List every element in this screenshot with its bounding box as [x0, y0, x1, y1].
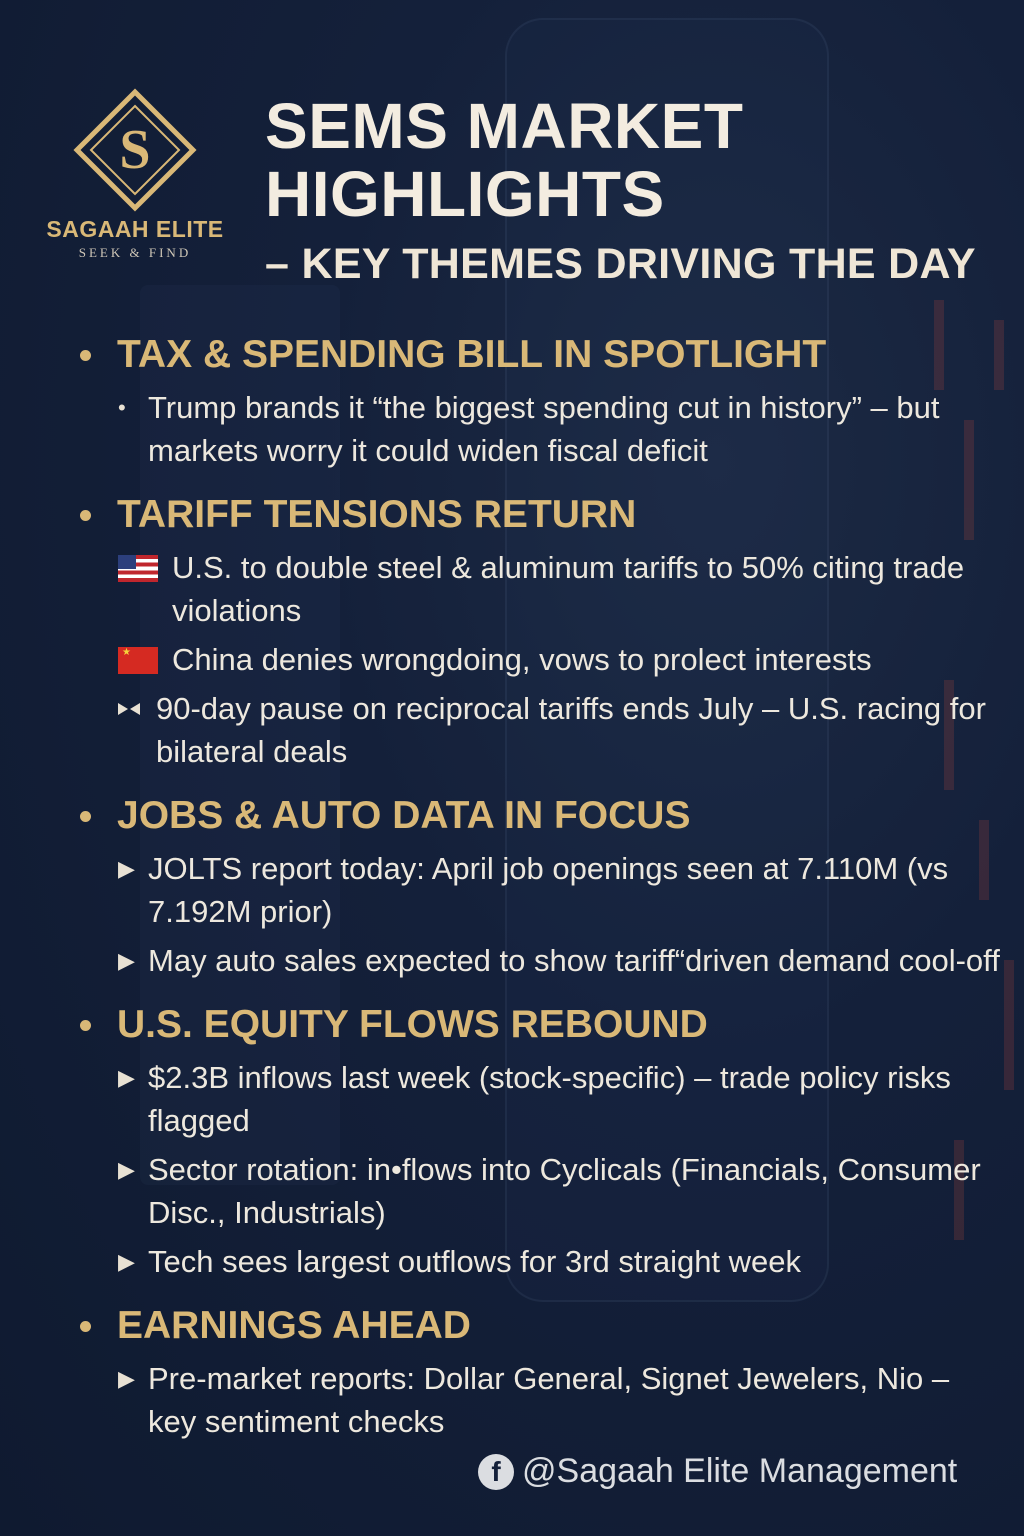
- section-heading-text: JOBS & AUTO DATA IN FOCUS: [117, 794, 691, 837]
- triangle-bullet-icon: ▶: [118, 1366, 135, 1391]
- bullet-dot-icon: [80, 350, 91, 361]
- section-tax-spending: [80, 330, 1000, 472]
- list-item: [118, 847, 1000, 933]
- bullet-dot-icon: [80, 811, 91, 822]
- list-item-text: 90-day pause on reciprocal tariffs ends July – U.S. racing for bilateral deals: [156, 691, 986, 769]
- watermark: [478, 1452, 957, 1491]
- facebook-icon: f: [478, 1454, 514, 1490]
- section-heading: [80, 490, 1000, 540]
- list-item: [118, 386, 1000, 472]
- bullet-dot-icon: [80, 1321, 91, 1332]
- section-heading: [80, 1301, 1000, 1351]
- section-jobs-auto: [80, 791, 1000, 982]
- bowtie-icon: [118, 703, 140, 715]
- triangle-bullet-icon: ▶: [118, 856, 135, 881]
- section-tariff-tensions: [80, 490, 1000, 773]
- title-line-2: HIGHLIGHTS: [265, 158, 665, 230]
- section-heading-text: TAX & SPENDING BILL IN SPOTLIGHT: [117, 333, 827, 376]
- bullet-dot-icon: [80, 510, 91, 521]
- section-heading: [80, 330, 1000, 380]
- page-title: [265, 92, 1005, 228]
- header: [265, 92, 1005, 289]
- highlights-list: [80, 330, 1000, 1461]
- list-item-text: Tech sees largest outflows for 3rd straight week: [148, 1244, 802, 1279]
- svg-text:S: S: [119, 119, 151, 181]
- list-item-text: Trump brands it “the biggest spending cut in history” – but markets worry it could widen fiscal deficit: [148, 390, 940, 468]
- section-heading: [80, 1000, 1000, 1050]
- list-item-text: JOLTS report today: April job openings seen at 7.110M (vs 7.192M prior): [148, 851, 949, 929]
- triangle-bullet-icon: ▶: [118, 1065, 135, 1090]
- section-earnings: [80, 1301, 1000, 1443]
- diamond-s-logo-icon: [73, 88, 197, 212]
- list-item-text: $2.3B inflows last week (stock-specific) – trade policy risks flagged: [148, 1060, 951, 1138]
- title-line-1: SEMS MARKET: [265, 90, 744, 162]
- china-flag-icon: [118, 647, 158, 674]
- list-item-text: U.S. to double steel & aluminum tariffs to 50% citing trade violations: [172, 550, 965, 628]
- list-item: [118, 1357, 1000, 1443]
- small-bullet-icon: •: [118, 395, 126, 420]
- section-equity-flows: [80, 1000, 1000, 1283]
- triangle-bullet-icon: ▶: [118, 948, 135, 973]
- list-item-text: May auto sales expected to show tariff“driven demand cool-off: [148, 943, 1000, 978]
- bullet-dot-icon: [80, 1020, 91, 1031]
- list-item: [118, 687, 1000, 773]
- list-item: [118, 1240, 1000, 1283]
- list-item: [118, 1148, 1000, 1234]
- list-item: [118, 939, 1000, 982]
- list-item-text: Pre-market reports: Dollar General, Signet Jewelers, Nio – key sentiment checks: [148, 1361, 950, 1439]
- list-item: [118, 638, 1000, 681]
- page-subtitle: – KEY THEMES DRIVING THE DAY: [265, 240, 976, 288]
- section-heading-text: EARNINGS AHEAD: [117, 1304, 471, 1347]
- section-heading: [80, 791, 1000, 841]
- section-heading-text: U.S. EQUITY FLOWS REBOUND: [117, 1003, 708, 1046]
- brand-tagline: SEEK & FIND: [78, 245, 192, 260]
- brand-name: SAGAAH ELITE: [46, 216, 224, 242]
- us-flag-icon: [118, 555, 158, 582]
- triangle-bullet-icon: ▶: [118, 1157, 135, 1182]
- list-item-text: China denies wrongdoing, vows to prolect interests: [172, 642, 872, 677]
- list-item: [118, 1056, 1000, 1142]
- list-item-text: Sector rotation: in•flows into Cyclicals (Financials, Consumer Disc., Industrials): [148, 1152, 981, 1230]
- watermark-text: @Sagaah Elite Management: [522, 1452, 958, 1490]
- list-item: [118, 546, 1000, 632]
- brand-logo: [40, 88, 230, 261]
- section-heading-text: TARIFF TENSIONS RETURN: [117, 493, 637, 536]
- triangle-bullet-icon: ▶: [118, 1249, 135, 1274]
